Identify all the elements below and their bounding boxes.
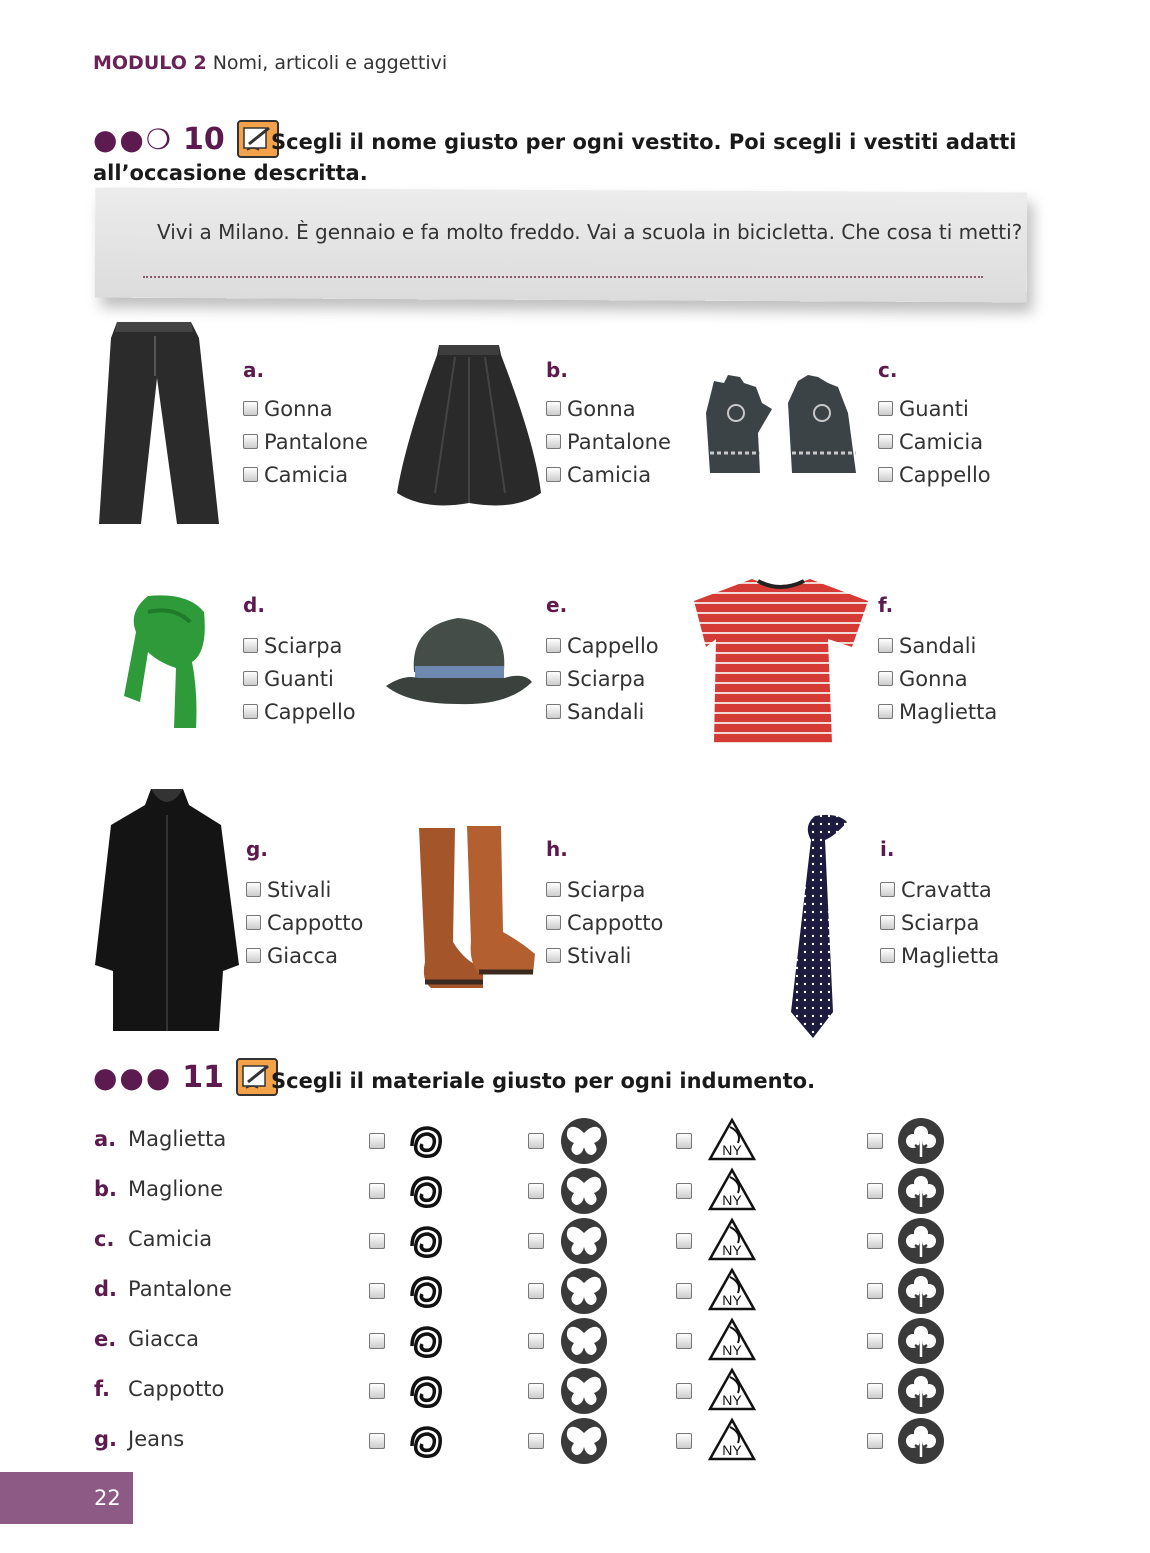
material-checkbox[interactable] [867,1133,883,1149]
boots-icon [413,822,538,990]
material-row [0,1266,1150,1316]
item-b [546,358,671,491]
scenario-card [95,188,1028,303]
row-garment: Maglione [128,1177,224,1201]
option-checkbox[interactable]: Stivali [546,939,663,972]
row-garment: Jeans [128,1427,185,1451]
material-row-label [94,1277,232,1301]
item-letter: b. [546,358,568,382]
item-letter: d. [243,593,265,617]
option-checkbox[interactable]: Gonna [243,392,368,425]
option-checkbox[interactable]: Stivali [246,873,363,906]
option-checkbox[interactable]: Giacca [246,939,363,972]
svg-text:NY: NY [722,1142,742,1158]
row-garment: Giacca [128,1327,199,1351]
option-checkbox[interactable]: Cappello [878,458,991,491]
svg-text:NY: NY [722,1442,742,1458]
row-garment: Cappotto [128,1377,225,1401]
item-letter: a. [243,358,265,382]
item-c [878,358,991,491]
row-letter: g. [94,1427,118,1451]
wool-icon [404,1420,448,1468]
nylon-icon [708,1317,756,1369]
material-checkbox[interactable] [676,1283,692,1299]
material-row [0,1366,1150,1416]
item-e [546,593,659,728]
material-row [0,1316,1150,1366]
wool-icon [404,1320,448,1368]
option-checkbox[interactable]: Gonna [878,662,997,695]
row-letter: a. [94,1127,117,1151]
option-checkbox[interactable]: Sciarpa [546,873,663,906]
nylon-icon [708,1267,756,1319]
material-row-label [94,1327,199,1351]
exercise-10-heading [93,120,279,158]
difficulty-dots: ●●● [93,1060,173,1094]
material-checkbox[interactable] [369,1333,385,1349]
option-checkbox[interactable]: Guanti [878,392,991,425]
material-checkbox[interactable] [528,1233,544,1249]
tshirt-icon [692,575,870,745]
nylon-icon [708,1117,756,1169]
exercise-number: 10 [182,121,225,157]
row-letter: b. [94,1177,118,1201]
silk-butterfly-icon [560,1217,608,1269]
svg-text:NY: NY [722,1192,742,1208]
material-checkbox[interactable] [676,1383,692,1399]
scarf-icon [118,592,210,732]
nylon-icon [708,1217,756,1269]
option-checkbox[interactable]: Camicia [878,425,991,458]
exercise-10-instruction-line1: Scegli il nome giusto per ogni vestito. Poi scegli i vestiti adatti [271,130,1017,154]
item-letter: e. [546,593,568,617]
skirt-icon [395,343,543,511]
material-row [0,1216,1150,1266]
material-checkbox[interactable] [369,1183,385,1199]
silk-butterfly-icon [560,1267,608,1319]
cotton-icon [897,1267,945,1319]
item-i [880,837,999,972]
material-checkbox[interactable] [369,1383,385,1399]
answer-line[interactable] [143,276,983,278]
material-row-label [94,1177,223,1201]
option-checkbox[interactable]: Cappello [546,629,659,662]
page-header [93,52,447,74]
svg-text:NY: NY [722,1292,742,1308]
silk-butterfly-icon [560,1417,608,1469]
difficulty-dots: ●●❍ [93,122,173,156]
option-checkbox[interactable]: Maglietta [878,695,997,728]
jeans-icon [95,318,225,528]
option-checkbox[interactable]: Camicia [546,458,671,491]
cotton-icon [897,1417,945,1469]
module-subtitle: Nomi, articoli e aggettivi [212,52,448,74]
cotton-icon [897,1367,945,1419]
wool-icon [404,1270,448,1318]
material-checkbox[interactable] [867,1283,883,1299]
material-checkbox[interactable] [369,1233,385,1249]
module-label: MODULO 2 [93,52,207,74]
silk-butterfly-icon [560,1117,608,1169]
item-h [546,837,663,972]
material-row [0,1166,1150,1216]
row-letter: d. [94,1277,118,1301]
item-a [243,358,368,491]
option-checkbox[interactable]: Guanti [243,662,356,695]
wool-icon [404,1120,448,1168]
svg-text:NY: NY [722,1242,742,1258]
material-checkbox[interactable] [867,1333,883,1349]
material-row-label [94,1127,226,1151]
option-checkbox[interactable]: Camicia [243,458,368,491]
row-garment: Camicia [128,1227,213,1251]
item-letter: c. [878,358,898,382]
material-checkbox[interactable] [867,1383,883,1399]
material-checkbox[interactable] [528,1133,544,1149]
row-garment: Pantalone [128,1277,232,1301]
item-f [878,593,997,728]
exercise-number: 11 [182,1059,225,1095]
cotton-icon [897,1217,945,1269]
wool-icon [404,1220,448,1268]
material-checkbox[interactable] [676,1183,692,1199]
svg-text:NY: NY [722,1392,742,1408]
material-checkbox[interactable] [676,1433,692,1449]
material-row-label [94,1377,224,1401]
material-checkbox[interactable] [528,1433,544,1449]
silk-butterfly-icon [560,1317,608,1369]
item-letter: h. [546,837,568,861]
option-checkbox[interactable]: Maglietta [880,939,999,972]
coat-icon [93,785,241,1035]
material-checkbox[interactable] [528,1283,544,1299]
material-row [0,1416,1150,1466]
material-checkbox[interactable] [867,1183,883,1199]
nylon-icon [708,1417,756,1469]
option-checkbox[interactable]: Pantalone [546,425,671,458]
row-letter: e. [94,1327,117,1351]
option-checkbox[interactable]: Sciarpa [243,629,356,662]
silk-butterfly-icon [560,1167,608,1219]
option-checkbox[interactable]: Gonna [546,392,671,425]
option-checkbox[interactable]: Sciarpa [546,662,659,695]
option-checkbox[interactable]: Sandali [878,629,997,662]
wool-icon [404,1170,448,1218]
option-checkbox[interactable]: Cappello [243,695,356,728]
scenario-text: Vivi a Milano. È gennaio e fa molto freddo. Vai a scuola in bicicletta. Che cosa ti metti? [157,220,1023,244]
material-checkbox[interactable] [867,1433,883,1449]
cotton-icon [897,1167,945,1219]
material-row [0,1116,1150,1166]
material-checkbox[interactable] [369,1433,385,1449]
item-letter: i. [880,837,895,861]
material-checkbox[interactable] [369,1283,385,1299]
gloves-icon [700,373,860,478]
option-checkbox[interactable]: Sandali [546,695,659,728]
row-letter: c. [94,1227,115,1251]
option-checkbox[interactable]: Cappotto [546,906,663,939]
nylon-icon [708,1367,756,1419]
material-checkbox[interactable] [369,1133,385,1149]
material-checkbox[interactable] [676,1333,692,1349]
tie-icon [785,812,857,1042]
row-garment: Maglietta [128,1127,227,1151]
row-letter: f. [94,1377,110,1401]
material-checkbox[interactable] [676,1133,692,1149]
svg-text:NY: NY [722,1342,742,1358]
nylon-icon [708,1167,756,1219]
item-letter: f. [878,593,894,617]
material-checkbox[interactable] [676,1233,692,1249]
cotton-icon [897,1117,945,1169]
material-row-label [94,1427,184,1451]
material-checkbox[interactable] [528,1333,544,1349]
item-d [243,593,356,728]
item-letter: g. [246,837,268,861]
exercise-10-instruction-line2: all’occasione descritta. [93,161,368,185]
material-checkbox[interactable] [528,1383,544,1399]
option-checkbox[interactable]: Pantalone [243,425,368,458]
silk-butterfly-icon [560,1367,608,1419]
material-row-label [94,1227,212,1251]
hat-icon [384,612,534,708]
exercise-11-instruction: Scegli il materiale giusto per ogni indumento. [271,1069,816,1093]
material-checkbox[interactable] [867,1233,883,1249]
option-checkbox[interactable]: Cappotto [246,906,363,939]
option-checkbox[interactable]: Sciarpa [880,906,999,939]
cotton-icon [897,1317,945,1369]
material-checkbox[interactable] [528,1183,544,1199]
item-g [246,837,363,972]
option-checkbox[interactable]: Cravatta [880,873,999,906]
page-number: 22 [94,1486,121,1510]
wool-icon [404,1370,448,1418]
exercise-11-heading [93,1058,278,1096]
